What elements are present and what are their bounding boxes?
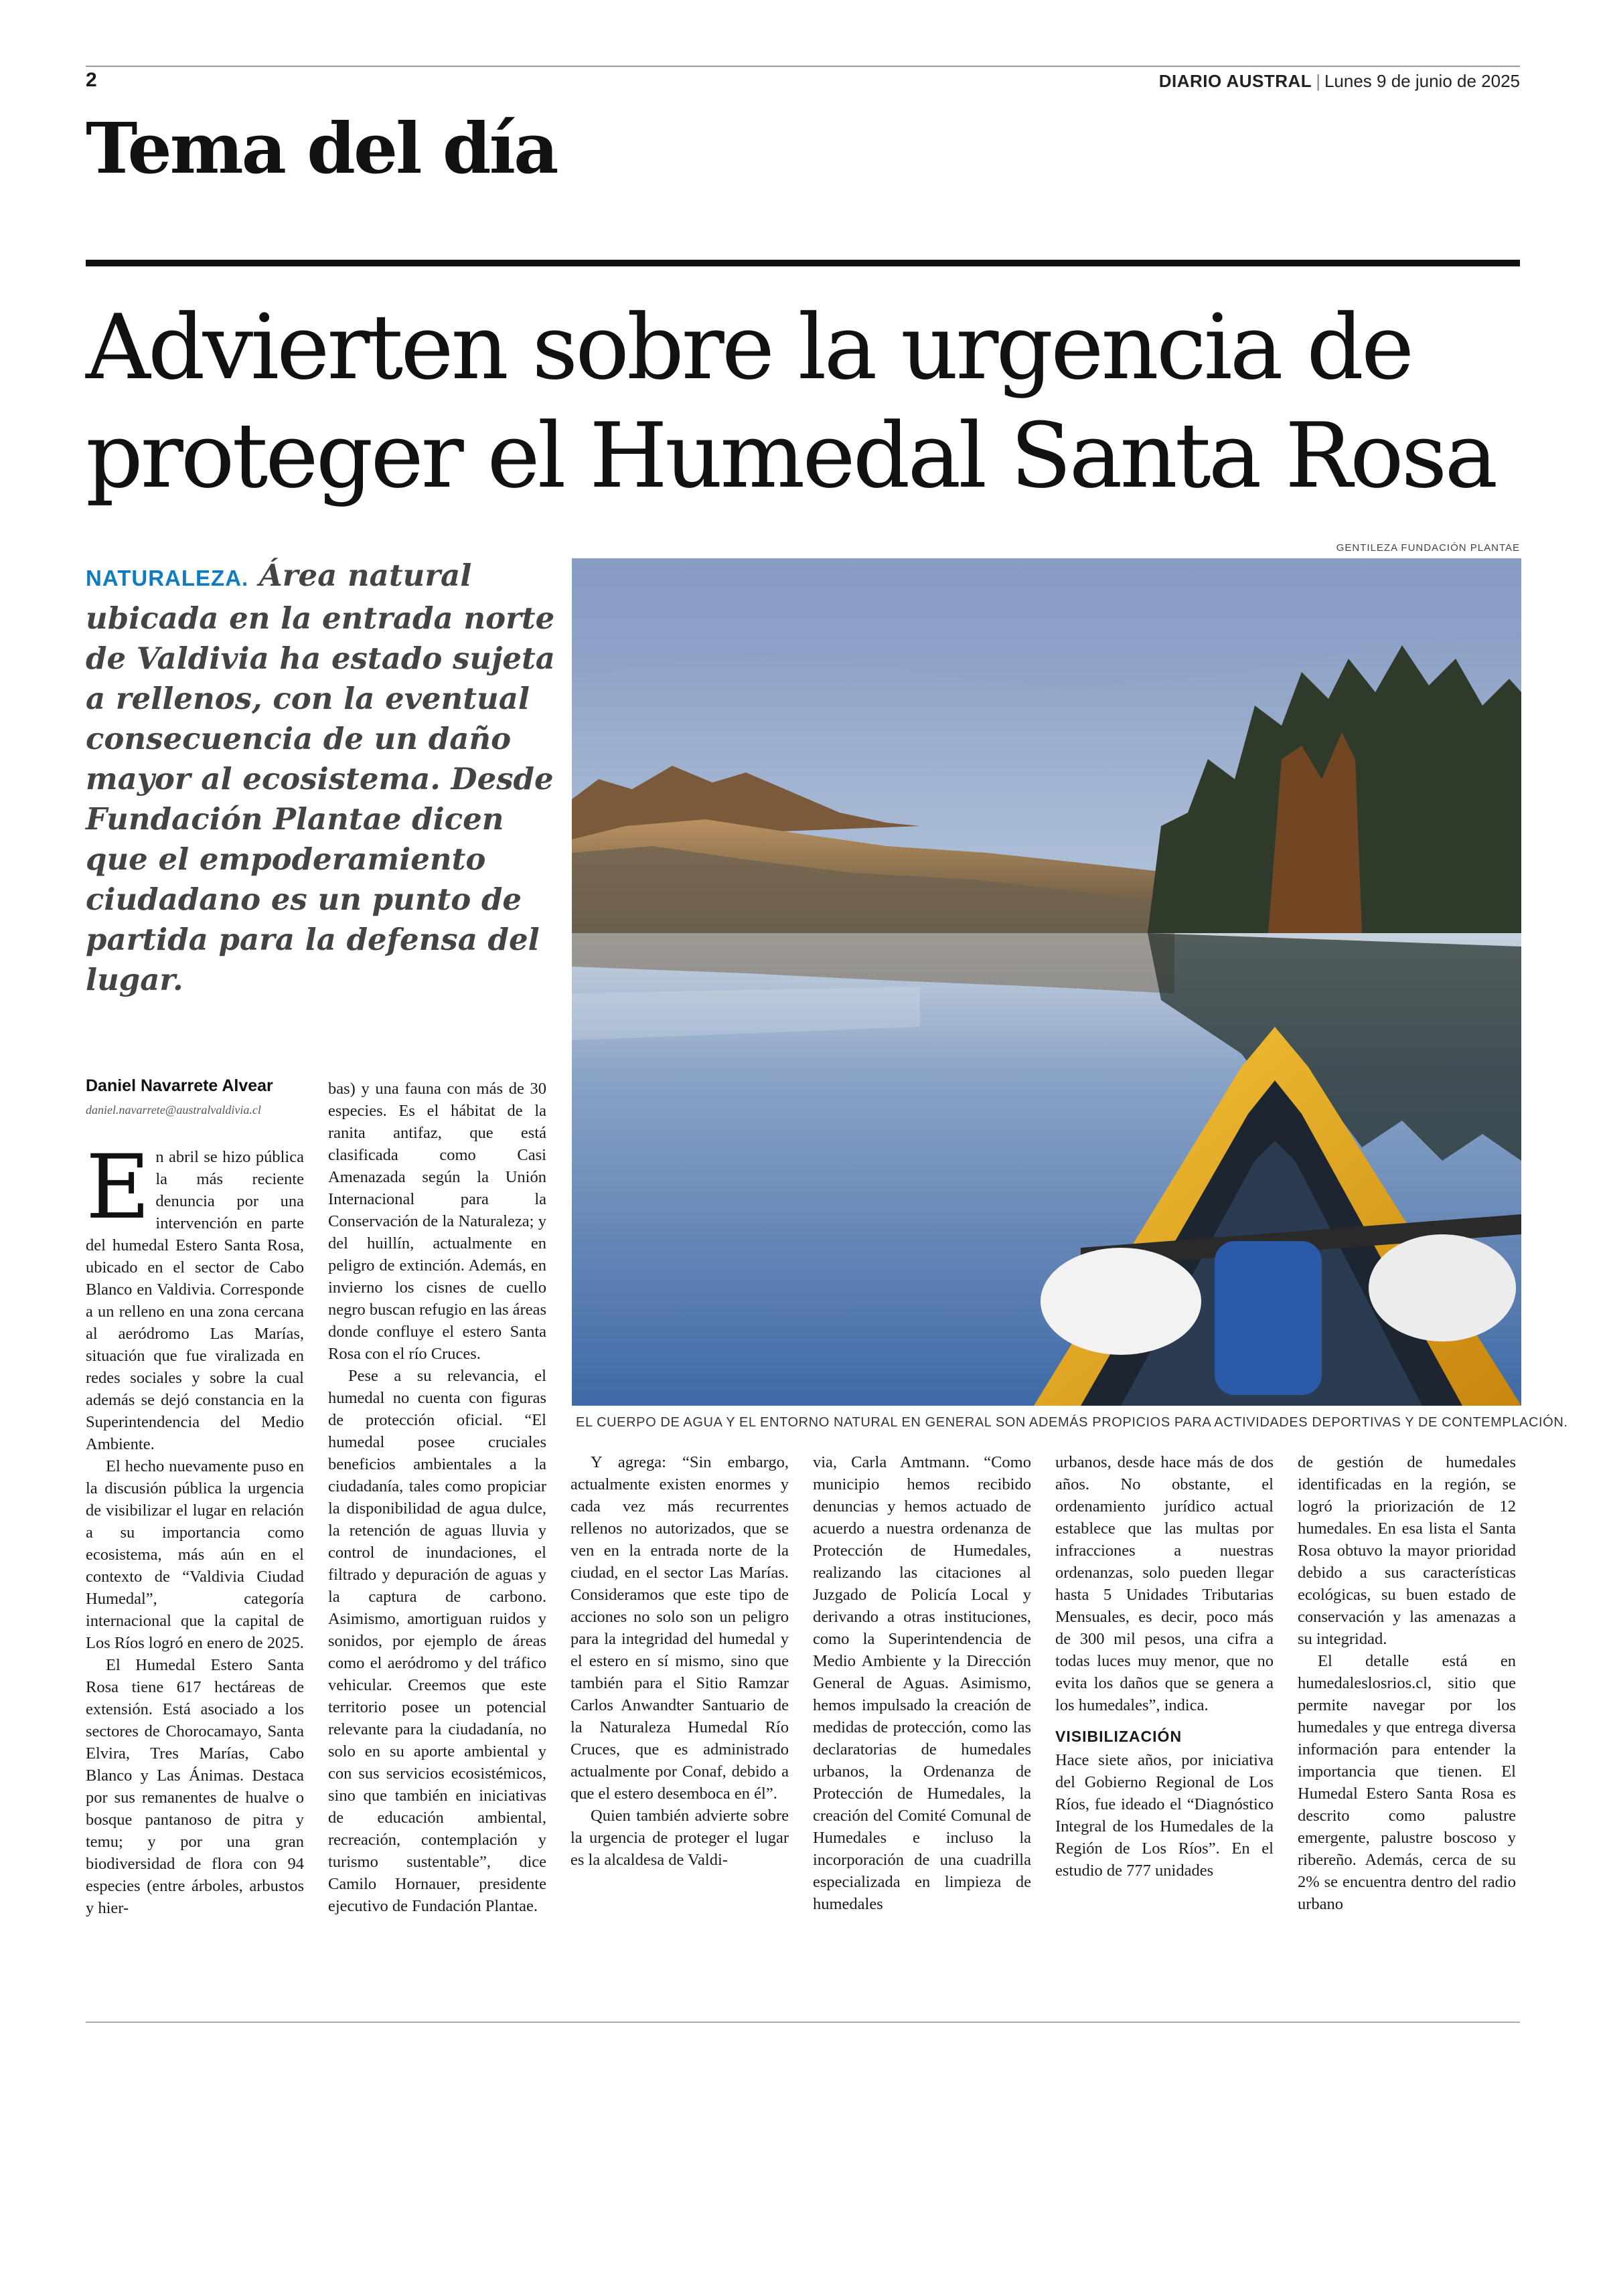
bottom-rule	[86, 2022, 1520, 2023]
page-number: 2	[86, 69, 97, 91]
article-photo	[572, 558, 1521, 1406]
article-column-4	[813, 1451, 1031, 1915]
paragraph: El Humedal Estero Santa Rosa tiene 617 hectáreas de extensión. Está asociado a los sectores de Chorocamayo, Santa Elvira, Tres Marías, Cabo Blanco y Las Ánimas. Destaca por sus remanentes de hualve o bosque pantanoso de pitra y temu; y por una gran biodiversidad de flora con 94 especies (entre árboles, arbustos y hier-	[86, 1656, 304, 1917]
article-column-2	[328, 1078, 546, 1917]
lede	[86, 556, 575, 1000]
headline-line-1: Advierten sobre la urgencia de	[86, 295, 1412, 400]
headline	[86, 293, 1525, 510]
paragraph: de gestión de humedales identificadas en la región, se logró la priorización de 12 humedales. En esa lista el Santa Rosa obtuvo la mayor prioridad debido a sus características ecológicas, su buen estado de conservación y las amenazas a su integridad.	[1298, 1453, 1516, 1648]
paragraph: El detalle está en humedaleslosrios.cl, sitio que permite navegar por los humedales y que entrega diversa información para entender la importancia que tienen. El Humedal Estero Santa Rosa es descrito como palustre emergente, palustre boscoso y ribereño. Además, cerca de su 2% se encuentra dentro del radio urbano	[1298, 1652, 1516, 1913]
byline: Daniel Navarrete Alvear	[86, 1076, 273, 1095]
section-rule	[86, 260, 1520, 266]
newspaper-name: DIARIO AUSTRAL	[1158, 71, 1312, 91]
paragraph: Hace siete años, por iniciativa del Gobierno Regional de Los Ríos, fue ideado el “Diagnóstico Integral de los Humedales de la Región de Los Ríos”. En el estudio de 777 unidades	[1055, 1751, 1274, 1880]
lede-text: Área natural ubicada en la entrada norte de Valdivia ha estado sujeta a rellenos, con la eventual consecuencia de un daño mayor al ecosistema. Desde Fundación Plantae dicen que el empoderamiento ciudadano es un punto de partida para la defensa del lugar.	[86, 558, 555, 997]
top-rule	[86, 66, 1520, 67]
paragraph: Quien también advierte sobre la urgencia de proteger el lugar es la alcaldesa de Valdi-	[570, 1807, 789, 1869]
paragraph: El hecho nuevamente puso en la discusión pública la urgencia de visibilizar el lugar en relación a su importancia como ecosistema, más aún en el contexto de “Valdivia Ciudad Humedal”, categoría internacional que la capital de Los Ríos logró en enero de 2025.	[86, 1457, 304, 1652]
paragraph: En abril se hizo pública la más reciente denuncia por una intervención en parte del humedal Estero Santa Rosa, ubicado en el sector de Cabo Blanco en Valdivia. Corresponde a un relleno en una zona cercana al aeródromo Las Marías, situación que fue viralizada en redes sociales y sobre la cual además se dejó constancia en la Superintendencia del Medio Ambiente.	[86, 1136, 304, 1453]
paragraph: Pese a su relevancia, el humedal no cuenta con figuras de protección oficial. “El humedal posee cruciales beneficios ambientales a la ciudadanía, tales como propiciar la disponibilidad de agua dulce, la retención de aguas lluvia y control de inundaciones, el filtrado y depuración de aguas y la captura de carbono. Asimismo, amortiguan ruidos y sonidos, por ejemplo de áreas como el aeródromo y del tráfico vehicular. Creemos que este territorio posee un potencial relevante para la ciudadanía, no solo en su aporte ambiental y con sus servicios ecosistémicos, sino que también en iniciativas de educación ambiental, recreación, contemplación y turismo sustentable”, dice Camilo Hornauer, presidente ejecutivo de Fundación Plantae.	[328, 1367, 546, 1915]
paragraph: bas) y una fauna con más de 30 especies. Es el hábitat de la ranita antifaz, que está clasificada como Casi Amenazada según la Unión Internacional para la Conservación de la Naturaleza; y del huillín, actualmente en peligro de extinción. Además, en invierno los cisnes de cuello negro buscan refugio en las áreas donde confluye el estero Santa Rosa con el río Cruces.	[328, 1080, 546, 1363]
subheading: VISIBILIZACIÓN	[1055, 1728, 1182, 1745]
lede-tag: NATURALEZA.	[86, 566, 249, 590]
headline-line-2: proteger el Humedal Santa Rosa	[86, 404, 1496, 508]
paragraph: via, Carla Amtmann. “Como municipio hemos recibido denuncias y hemos actuado de acuerdo a nuestra ordenanza de Protección de Humedales, realizando las citaciones al Juzgado de Policía Local y derivando a otras instituciones, como la Superintendencia de Medio Ambiente y la Dirección General de Aguas. Asimismo, hemos impulsado la creación de medidas de protección, como las declaratorias de humedales urbanos, la Ordenanza de Protección de Humedales, la creación del Comité Comunal de Humedales e incluso la incorporación de una cuadrilla especializada en limpieza de humedales	[813, 1453, 1031, 1913]
issue-date: Lunes 9 de junio de 2025	[1324, 71, 1520, 91]
paragraph: Y agrega: “Sin embargo, actualmente existen enormes y cada vez más recurrentes rellenos no autorizados, que se ven en la entrada norte de la ciudad, en el sector Las Marías. Consideramos que este tipo de acciones no solo son un peligro para la integridad del humedal y el estero en sí mismo, sino que también para el Sitio Ramzar Carlos Anwandter Santuario de la Naturaleza Humedal Río Cruces, que es administrado actualmente por Conaf, debido a que el estero desemboca en él”.	[570, 1453, 789, 1803]
author-email: daniel.navarrete@australvaldivia.cl	[86, 1103, 261, 1117]
section-title: Tema del día	[86, 107, 557, 189]
photo-credit: GENTILEZA FUNDACIÓN PLANTAE	[1336, 542, 1520, 554]
article-column-1	[86, 1136, 304, 1919]
photo-caption: EL CUERPO DE AGUA Y EL ENTORNO NATURAL EN GENERAL SON ADEMÁS PROPICIOS PARA ACTIVIDADES DEPORTIVAS Y DE CONTEMPLACIÓN.	[576, 1415, 1568, 1430]
article-column-5	[1055, 1451, 1274, 1882]
masthead: DIARIO AUSTRAL | Lunes 9 de junio de 2025	[1158, 71, 1520, 91]
article-column-3	[570, 1451, 789, 1871]
paragraph: urbanos, desde hace más de dos años. No obstante, el ordenamiento jurídico actual establece que las multas por infracciones a nuestras ordenanzas, solo pueden llegar hasta 5 Unidades Tributarias Mensuales, es decir, poco más de 300 mil pesos, una cifra a todas luces muy menor, que no evita los daños que se genera a los humedales”, indica.	[1055, 1453, 1274, 1714]
article-column-6	[1298, 1451, 1516, 1915]
drop-cap: E	[86, 1136, 151, 1239]
